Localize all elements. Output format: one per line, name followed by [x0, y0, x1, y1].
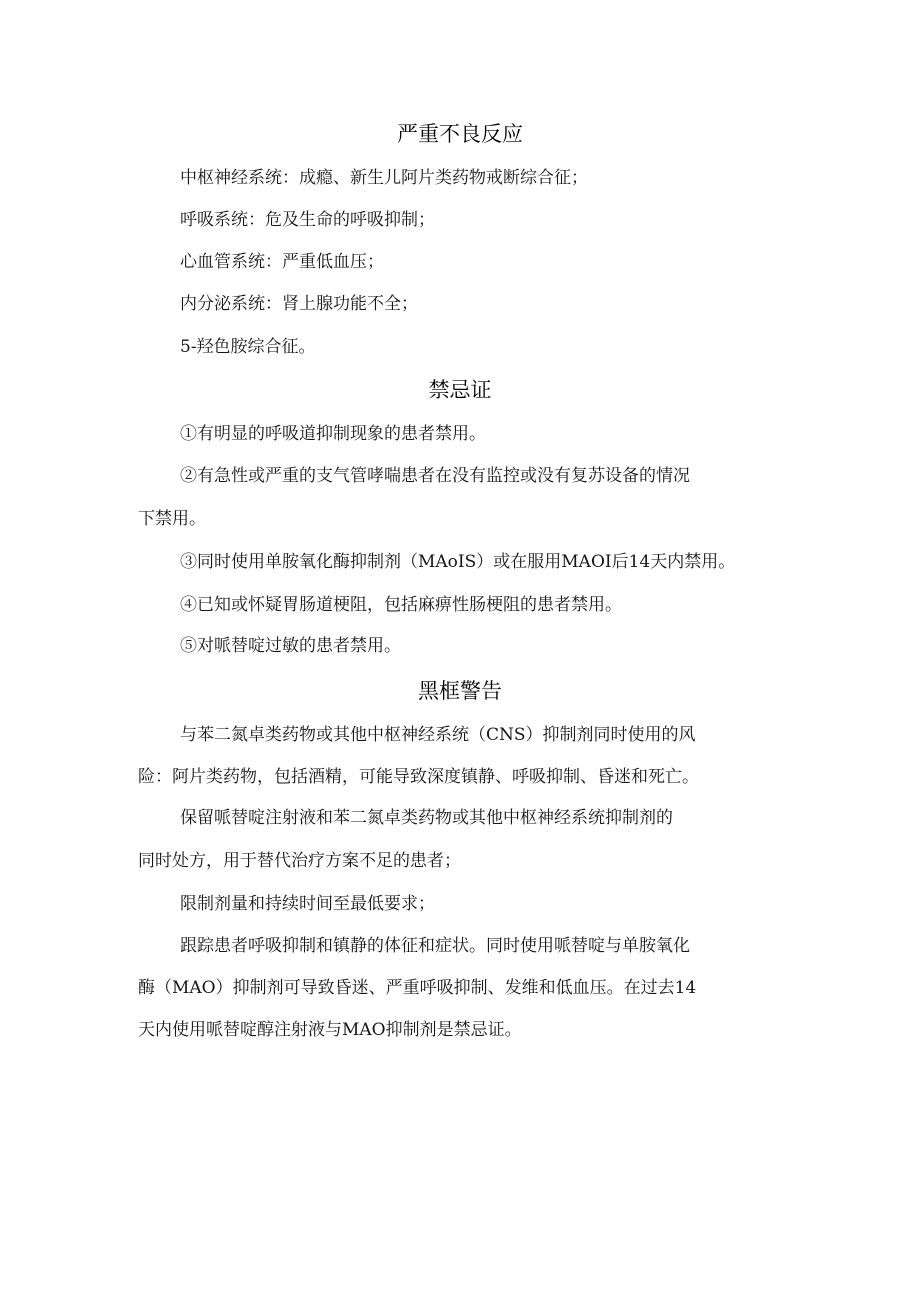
contraindication-item-2: ②有急性或严重的支气管哮喘患者在没有监控或没有复苏设备的情况 [180, 466, 690, 486]
contraindication-item-3: ③同时使用单胺氧化酶抑制剂（MAoIS）或在服用MAOI后14天内禁用。 [180, 552, 736, 572]
warning-line-6: 跟踪患者呼吸抑制和镇静的体征和症状。同时使用哌替啶与单胺氧化 [180, 936, 690, 956]
contraindication-item-4: ④已知或怀疑胃肠道梗阻，包括麻痹性肠梗阻的患者禁用。 [180, 595, 622, 615]
warning-line-2: 险：阿片类药物，包括酒精，可能导致深度镇静、呼吸抑制、昏迷和死亡。 [138, 767, 699, 787]
contraindication-item-1: ①有明显的呼吸道抑制现象的患者禁用。 [180, 424, 486, 444]
warning-line-7: 酶（MAO）抑制剂可导致昏迷、严重呼吸抑制、发维和低血压。在过去14 [138, 978, 697, 998]
adverse-line-cns: 中枢神经系统：成瘾、新生儿阿片类药物戒断综合征； [180, 168, 588, 188]
warning-line-3: 保留哌替啶注射液和苯二氮卓类药物或其他中枢神经系统抑制剂的 [180, 808, 673, 828]
adverse-line-cardiovascular: 心血管系统：严重低血压； [180, 252, 384, 272]
adverse-line-respiratory: 呼吸系统：危及生命的呼吸抑制； [180, 210, 435, 230]
warning-line-4: 同时处方，用于替代治疗方案不足的患者； [138, 851, 461, 871]
section-title-contraindications: 禁忌证 [428, 378, 492, 402]
warning-line-1: 与苯二氮卓类药物或其他中枢神经系统（CNS）抑制剂同时使用的风 [180, 725, 696, 745]
adverse-line-endocrine: 内分泌系统：肾上腺功能不全； [180, 294, 418, 314]
section-title-adverse-reactions: 严重不良反应 [397, 122, 523, 146]
warning-line-5: 限制剂量和持续时间至最低要求； [180, 894, 435, 914]
warning-line-8: 天内使用哌替啶醇注射液与MAO抑制剂是禁忌证。 [138, 1020, 522, 1040]
contraindication-item-2-continued: 下禁用。 [138, 509, 206, 529]
contraindication-item-5: ⑤对哌替啶过敏的患者禁用。 [180, 636, 401, 656]
section-title-boxed-warning: 黑框警告 [418, 679, 502, 703]
adverse-line-serotonin: 5-羟色胺综合征。 [180, 337, 316, 357]
